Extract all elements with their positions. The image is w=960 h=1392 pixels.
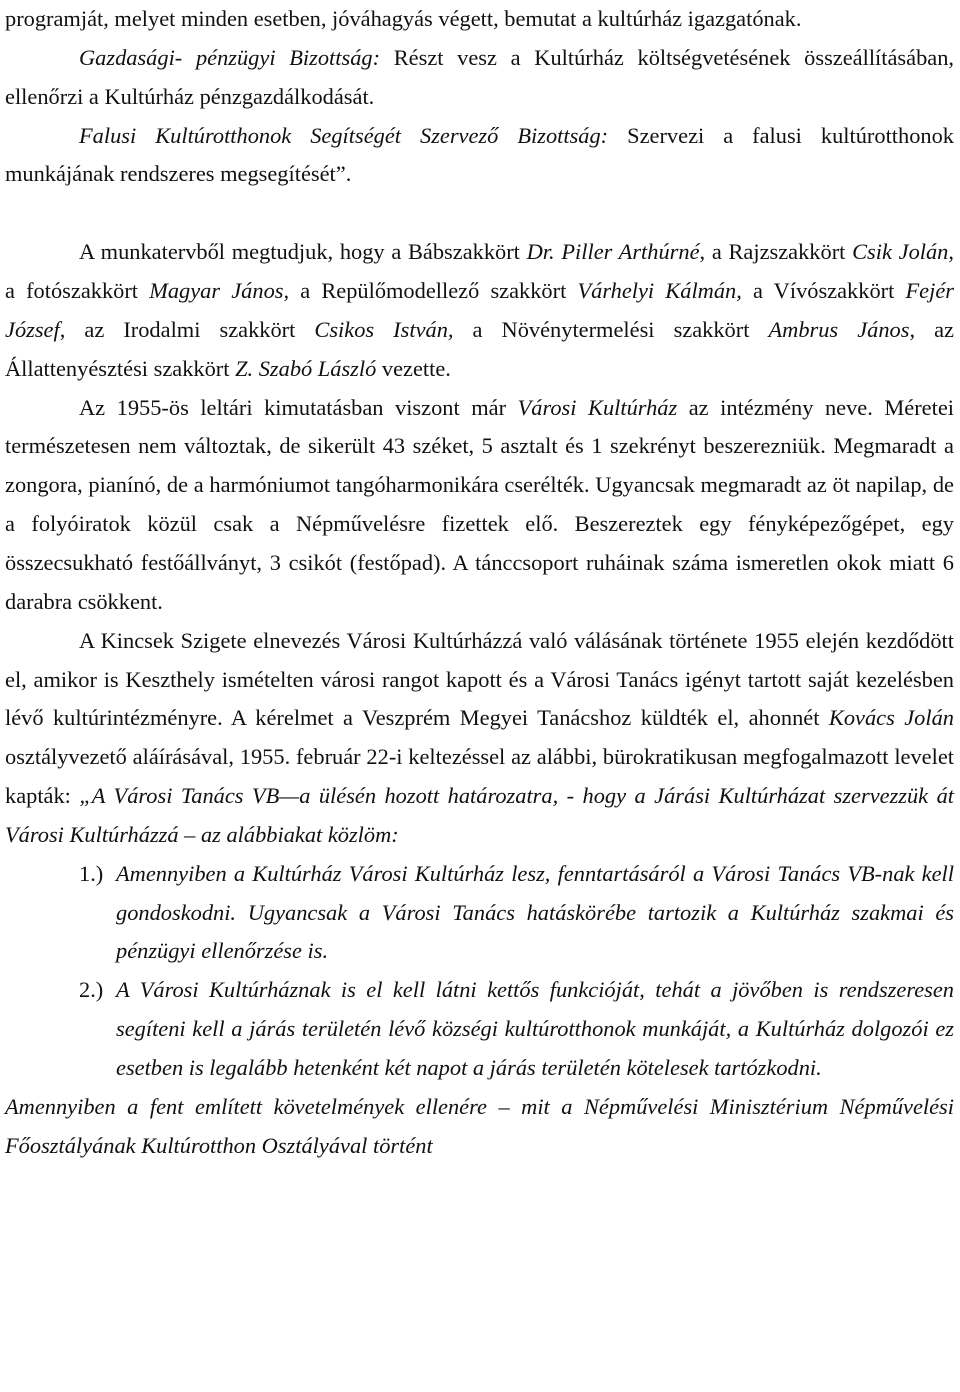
text-span: a Vívószakkört (741, 278, 906, 304)
text-span: Szervezi a falusi kultúrotthonok munkájának rendszeres megsegítését”. (5, 122, 954, 187)
paragraph-continuation (5, 1088, 954, 1166)
letter-list-item (5, 971, 954, 1088)
text-span: osztályvezető aláírásával, 1955. február 22-i keltezéssel az alábbi, bürokratikusan megfogalmazott levelet kapták: (5, 744, 954, 809)
list-number: 1.) (79, 860, 104, 886)
blank-line (5, 194, 954, 233)
text-span: programját, melyet minden esetben, jóváhagyás végett, bemutat a kultúrház igazgatónak. (5, 6, 802, 31)
text-span: , az Állattenyésztési szakkört (5, 316, 954, 381)
person-name: Csik Jolán (852, 239, 949, 265)
text-span: Az 1955-ös leltári kimutatásban viszont már (79, 394, 518, 420)
text-span: a Növénytermelési szakkört (453, 316, 769, 342)
text-span: , az Irodalmi szakkört (59, 316, 315, 342)
person-name: Dr. Piller Arthúrné (526, 239, 700, 265)
text-span: , a fotószakkört (5, 239, 954, 304)
person-name: Z. Szabó László (235, 355, 377, 381)
paragraph-financial-committee (5, 39, 954, 117)
paragraph-inventory-1955 (5, 389, 954, 622)
committee-label: Falusi Kultúrotthonok Segítségét Szervező Bizottság: (79, 122, 609, 148)
list-number: 2.) (79, 977, 104, 1003)
text-span: a Repülőmodellező szakkört (289, 278, 578, 304)
person-name: Kovács Jolán (828, 705, 954, 731)
letter-list-item (5, 855, 954, 972)
text-span: , a Rajzszakkört (699, 239, 853, 265)
person-name: Várhelyi Kálmán, (577, 278, 742, 304)
paragraph-village-committee (5, 117, 954, 195)
person-name: Csikos István, (314, 316, 454, 342)
text-span: A Kincsek Szigete elnevezés Városi Kultúrházzá való válásának története 1955 elején kezdődött el, amikor is Keszthely ismételten városi rangot kapott és a Városi Tanács igényt tartott saját kezelésben lévő kultúrintézményre. A kérelmet a Veszprém Megyei Tanácshoz küldték el, ahonnét (5, 627, 954, 731)
person-name: Fejér József (5, 278, 954, 342)
letter-quote: Amennyiben a fent említett követelmények ellenére – mit a Népművelési Minisztérium Népművelési Főosztályának Kultúrotthon Osztályával történt (5, 1093, 954, 1158)
text-span: vezette. (376, 355, 451, 381)
paragraph-program (5, 0, 954, 39)
text-span: A munkatervből megtudjuk, hogy a Bábszakkört (79, 239, 527, 265)
person-name: Ambrus János (768, 316, 910, 342)
text-span: az intézmény neve. Méretei természetesen nem változtak, de sikerült 43 széket, 5 asztalt és 1 szekrényt beszerezniük. Megmaradt a zongora, pianínó, de a harmóniumot tangóharmonikára cserélték. Ugyancsak megmaradt az öt napilap, de a folyóiratok közül csak a Népművelésre fizettek elő. Beszereztek egy fényképezőgépet, egy összecsukható festőállványt, 3 csikót (festőpad). A tánccsoport ruháinak száma ismeretlen okok miatt 6 darabra csökkent. (5, 394, 954, 614)
paragraph-workshops (5, 233, 954, 388)
text-span: Részt vesz a Kultúrház költségvetésének összeállításában, ellenőrzi a Kultúrház pénzgazdálkodását. (5, 44, 954, 109)
letter-quote: „A Városi Tanács VB—a ülésén hozott határozatra, - hogy a Járási Kultúrházat szervezzük át Városi Kultúrházzá – az alábbiakat közlöm: (5, 783, 954, 847)
person-name: Magyar János, (149, 278, 290, 304)
list-item-text: Amennyiben a Kultúrház Városi Kultúrház lesz, fenntartásáról a Városi Tanács VB-nak kell gondoskodni. Ugyancsak a Városi Tanács hatáskörébe tartozik a Kultúrház szakmai és pénzügyi ellenőrzése is. (116, 860, 954, 964)
institution-name: Városi Kultúrház (517, 394, 678, 420)
paragraph-history (5, 622, 954, 855)
list-item-text: A Városi Kultúrháznak is el kell látni kettős funkcióját, tehát a jövőben is rendszeresen segíteni kell a járás területén lévő községi kultúrotthonok munkáját, a Kultúrház dolgozói ez esetben is legalább hetenként két napot a járás területén kötelesek tartózkodni. (116, 977, 954, 1080)
committee-label: Gazdasági- pénzügyi Bizottság: (79, 44, 381, 70)
